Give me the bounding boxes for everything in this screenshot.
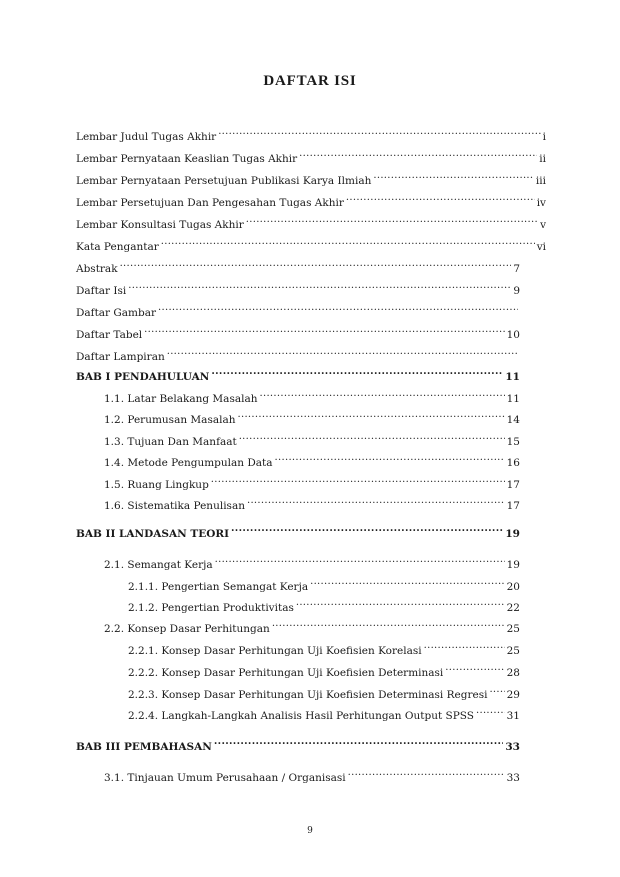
- toc-entry[interactable]: [104, 429, 520, 448]
- toc-entry[interactable]: [76, 521, 520, 540]
- toc-leader-dots: [476, 703, 505, 719]
- toc-entry-page: 17: [506, 500, 520, 512]
- toc-entry[interactable]: [128, 595, 520, 614]
- toc-entry-label: 1.5. Ruang Lingkup: [104, 479, 209, 491]
- toc-entry-page: 33: [506, 772, 520, 784]
- toc-entry[interactable]: [76, 364, 520, 383]
- toc-entry-page: 16: [506, 457, 520, 469]
- toc-entry-label: Lembar Konsultasi Tugas Akhir: [76, 219, 244, 231]
- toc-entry[interactable]: [128, 638, 520, 657]
- toc-entry-page: 22: [506, 602, 520, 614]
- toc-entry-label: Lembar Persetujuan Dan Pengesahan Tugas Akhir: [76, 197, 344, 209]
- toc-entry-label: 1.2. Perumusan Masalah: [104, 414, 236, 426]
- toc-entry-page: 19: [505, 528, 520, 540]
- toc-leader-dots: [275, 450, 505, 466]
- toc-entry-page: 25: [506, 623, 520, 635]
- toc-entry-label: 2.1.2. Pengertian Produktivitas: [128, 602, 294, 614]
- toc-entry-label: Kata Pengantar: [76, 241, 159, 253]
- toc-leader-dots: [167, 344, 518, 360]
- toc-entry-label: 3.1. Tinjauan Umum Perusahaan / Organisasi: [104, 772, 346, 784]
- toc-entry-label: 2.2.4. Langkah-Langkah Analisis Hasil Perhitungan Output SPSS: [128, 710, 474, 722]
- toc-entry-page: vi: [536, 241, 546, 253]
- toc-entry-page: 14: [506, 414, 520, 426]
- toc-leader-dots: [239, 429, 505, 445]
- toc-entry-page: 19: [506, 559, 520, 571]
- toc-leader-dots: [259, 386, 504, 402]
- toc-leader-dots: [489, 682, 504, 698]
- toc-entry[interactable]: [104, 450, 520, 469]
- toc-entry-page: 20: [506, 581, 520, 593]
- toc-leader-dots: [215, 552, 505, 568]
- toc-entry[interactable]: [76, 322, 520, 341]
- toc-leader-dots: [348, 765, 505, 781]
- toc-leader-dots: [144, 322, 504, 338]
- toc-entry-page: 11: [505, 371, 520, 383]
- toc-entry-page: 25: [506, 645, 520, 657]
- toc-entry-page: iii: [535, 175, 546, 187]
- toc-entry-page: 15: [506, 436, 520, 448]
- toc-entry-label: Daftar Isi: [76, 285, 127, 297]
- toc-leader-dots: [247, 493, 505, 509]
- toc-entry-label: Lembar Pernyataan Persetujuan Publikasi Karya Ilmiah: [76, 175, 372, 187]
- toc-leader-dots: [424, 638, 505, 654]
- toc-leader-dots: [346, 190, 535, 206]
- toc-entry-label: BAB I PENDAHULUAN: [76, 371, 210, 383]
- toc-entry-label: 1.1. Latar Belakang Masalah: [104, 393, 258, 405]
- toc-entry-label: Daftar Gambar: [76, 307, 157, 319]
- toc-leader-dots: [373, 168, 534, 184]
- toc-leader-dots: [158, 300, 518, 316]
- toc-entry-label: 2.2.2. Konsep Dasar Perhitungan Uji Koefisien Determinasi: [128, 667, 444, 679]
- toc-leader-dots: [246, 212, 538, 228]
- toc-entry-label: BAB II LANDASAN TEORI: [76, 528, 229, 540]
- toc-entry-page: ii: [539, 153, 546, 165]
- page-title: DAFTAR ISI: [263, 73, 357, 89]
- toc-leader-dots: [299, 146, 537, 162]
- toc-entry[interactable]: [104, 386, 520, 405]
- toc-entry[interactable]: [128, 703, 520, 722]
- toc-entry-page: 29: [506, 689, 520, 701]
- toc-entry-label: Daftar Tabel: [76, 329, 143, 341]
- toc-leader-dots: [310, 574, 505, 590]
- toc-leader-dots: [231, 521, 503, 537]
- toc-entry[interactable]: [104, 765, 520, 784]
- toc-leader-dots: [211, 472, 505, 488]
- toc-leader-dots: [445, 660, 504, 676]
- toc-leader-dots: [214, 734, 503, 750]
- toc-entry[interactable]: [76, 168, 546, 187]
- toc-entry-page: 9: [513, 285, 520, 297]
- toc-entry[interactable]: [76, 256, 520, 275]
- toc-entry-page: 17: [506, 479, 520, 491]
- toc-leader-dots: [237, 407, 504, 423]
- toc-leader-dots: [161, 234, 535, 250]
- toc-entry-label: BAB III PEMBAHASAN: [76, 741, 212, 753]
- toc-entry-label: 2.2. Konsep Dasar Perhitungan: [104, 623, 270, 635]
- toc-entry-label: 2.2.1. Konsep Dasar Perhitungan Uji Koefisien Korelasi: [128, 645, 422, 657]
- toc-entry[interactable]: [104, 552, 520, 571]
- toc-leader-dots: [120, 256, 512, 272]
- toc-entry[interactable]: [128, 660, 520, 679]
- toc-leader-dots: [272, 616, 505, 632]
- toc-entry[interactable]: [76, 344, 520, 363]
- toc-entry-page: i: [542, 131, 546, 143]
- toc-entry[interactable]: [76, 300, 520, 319]
- toc-entry-page: 31: [506, 710, 520, 722]
- toc-entry[interactable]: [104, 493, 520, 512]
- toc-leader-dots: [128, 278, 511, 294]
- toc-entry[interactable]: [76, 234, 546, 253]
- toc-entry-page: iv: [536, 197, 546, 209]
- toc-entry-page: v: [540, 219, 546, 231]
- toc-entry[interactable]: [128, 574, 520, 593]
- toc-entry-label: 1.3. Tujuan Dan Manfaat: [104, 436, 237, 448]
- toc-entry-label: Abstrak: [76, 263, 118, 275]
- toc-entry-label: Lembar Judul Tugas Akhir: [76, 131, 217, 143]
- toc-entry-label: Lembar Pernyataan Keaslian Tugas Akhir: [76, 153, 298, 165]
- toc-entry[interactable]: [76, 734, 520, 753]
- toc-entry-label: 1.6. Sistematika Penulisan: [104, 500, 245, 512]
- toc-entry[interactable]: [104, 472, 520, 491]
- toc-entry[interactable]: [76, 124, 546, 143]
- toc-entry-page: 28: [506, 667, 520, 679]
- toc-entry-label: 2.2.3. Konsep Dasar Perhitungan Uji Koefisien Determinasi Regresi: [128, 689, 488, 701]
- toc-leader-dots: [296, 595, 505, 611]
- toc-leader-dots: [218, 124, 540, 140]
- toc-entry-page: 7: [513, 263, 520, 275]
- toc-entry[interactable]: [76, 212, 546, 231]
- toc-entry[interactable]: [76, 278, 520, 297]
- toc-entry[interactable]: [76, 190, 546, 209]
- toc-entry[interactable]: [76, 146, 546, 165]
- toc-entry-page: 10: [506, 329, 520, 341]
- toc-entry-label: 2.1.1. Pengertian Semangat Kerja: [128, 581, 309, 593]
- toc-entry-label: Daftar Lampiran: [76, 351, 165, 363]
- toc-entry-label: 1.4. Metode Pengumpulan Data: [104, 457, 273, 469]
- toc-entry-page: 11: [506, 393, 520, 405]
- toc-entry-page: 33: [505, 741, 520, 753]
- toc-entry-label: 2.1. Semangat Kerja: [104, 559, 213, 571]
- toc-leader-dots: [211, 364, 503, 380]
- toc-entry[interactable]: [104, 407, 520, 426]
- toc-entry[interactable]: [128, 682, 520, 701]
- toc-entry[interactable]: [104, 616, 520, 635]
- page-number-footer: 9: [307, 826, 313, 836]
